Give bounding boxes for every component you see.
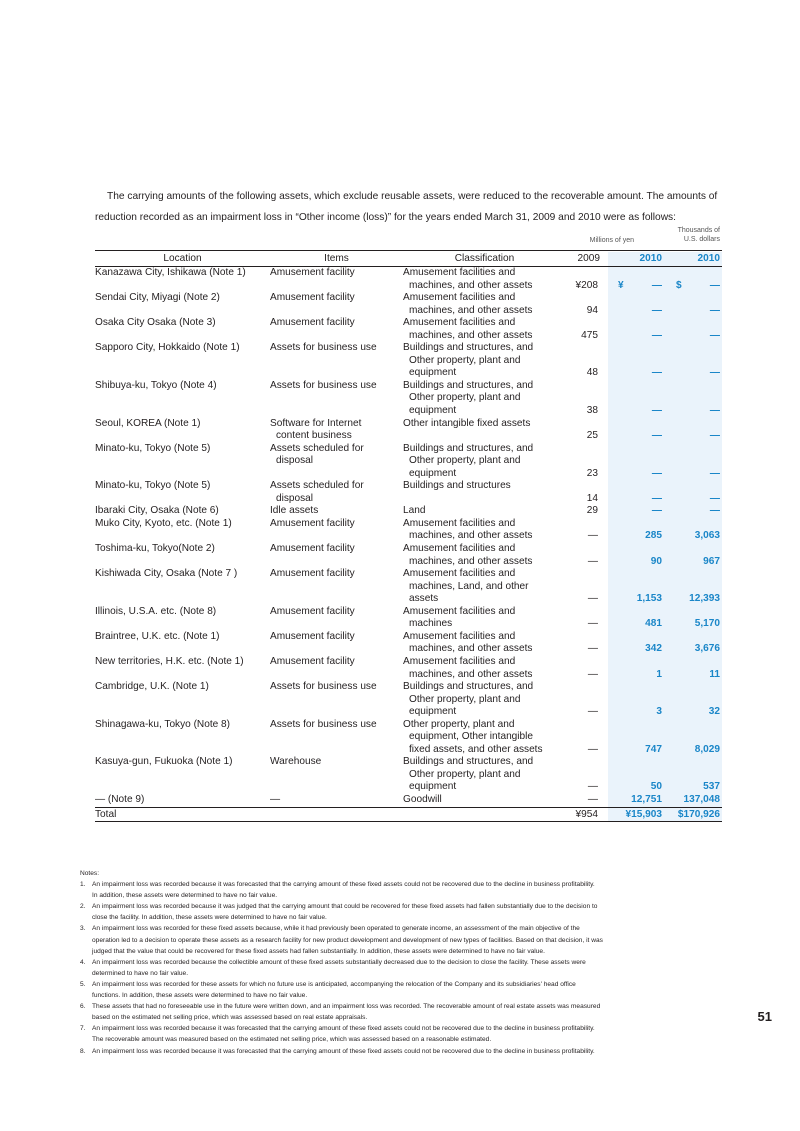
cell-location: Kanazawa City, Ishikawa (Note 1): [95, 267, 246, 278]
cell-2009: 48: [586, 367, 598, 379]
classification-line: Buildings and structures: [403, 480, 511, 492]
value-2010-yen: 1,153: [636, 593, 662, 605]
cell-items: [270, 656, 403, 681]
table-row: [95, 681, 722, 719]
cell-2010-yen: [608, 719, 664, 757]
table-row: [95, 518, 722, 543]
cell-2010-yen: [608, 756, 664, 794]
cell-location: New territories, H.K. etc. (Note 1): [95, 655, 244, 667]
table-row: [95, 418, 722, 443]
table-top-rule: [95, 250, 722, 251]
cell-2009: —: [587, 643, 598, 655]
cell-2009: ¥208: [575, 279, 598, 291]
note-line: In addition, these assets were determined to have no fair value.: [92, 892, 278, 900]
classification-line: Other property, plant and: [403, 718, 515, 730]
cell-classification: [403, 719, 566, 757]
items-line: disposal: [276, 492, 314, 504]
classification-line: Amusement facilities and: [403, 655, 516, 667]
cell-2010-usd: [664, 443, 722, 481]
cell-classification: [403, 418, 566, 443]
cell-2010-yen: [608, 267, 664, 293]
items-line: Amusement facility: [270, 267, 355, 278]
value-2010-yen: —: [651, 492, 662, 504]
table-row: [95, 606, 722, 631]
total-2009: ¥954: [566, 807, 608, 821]
cell-2010-usd: [664, 418, 722, 443]
note-number: 6.: [80, 1003, 86, 1011]
cell-items: [270, 719, 403, 757]
unit-thousands-usd: [655, 226, 720, 244]
cell-items: [270, 756, 403, 794]
total-2010-usd: $170,926: [664, 807, 722, 821]
items-line: Amusement facility: [270, 292, 355, 304]
cell-2009: 94: [586, 304, 598, 316]
cell-location: Cambridge, U.K. (Note 1): [95, 681, 209, 693]
cell-2009: —: [587, 530, 598, 542]
classification-line: Amusement facilities and: [403, 267, 516, 278]
note-item: [80, 879, 730, 901]
cell-2010-yen: [608, 656, 664, 681]
value-2010-yen: 50: [650, 781, 662, 793]
cell-2010-usd: [664, 380, 722, 418]
value-2010-yen: 285: [645, 530, 662, 542]
cell-items: [270, 443, 403, 481]
cell-items: [270, 543, 403, 568]
cell-2010-yen: [608, 518, 664, 543]
value-2010-yen: —: [651, 467, 662, 479]
value-2010-yen: 3: [656, 706, 662, 718]
table-row: [95, 756, 722, 794]
table-row: [95, 656, 722, 681]
classification-line: Amusement facilities and: [403, 517, 516, 529]
cell-location: Shibuya-ku, Tokyo (Note 4): [95, 379, 217, 391]
unit-usd-line1: Thousands of: [677, 227, 720, 234]
note-item: [80, 923, 730, 956]
cell-2010-yen: [608, 543, 664, 568]
value-2010-yen: —: [651, 505, 662, 517]
classification-line: Amusement facilities and: [403, 630, 516, 642]
cell-2010-yen: [608, 631, 664, 656]
cell-2009: —: [587, 793, 598, 805]
note-line: determined to have no fair value.: [92, 969, 189, 977]
classification-line: machines, and other assets: [409, 643, 533, 655]
classification-line: machines, and other assets: [409, 530, 533, 542]
note-line: An impairment loss was recorded for these assets for which no future use is anticipated, accompanying the relocation of the Company and its subsidiaries' head office: [92, 980, 576, 988]
notes-list: [80, 879, 730, 1057]
note-item: [80, 1046, 730, 1057]
value-2010-usd: 3,063: [694, 530, 720, 542]
cell-2009: 14: [586, 492, 598, 504]
table-row: [95, 292, 722, 317]
header-classification: Classification: [403, 252, 566, 267]
value-2010-usd: —: [709, 329, 720, 341]
table-row: [95, 568, 722, 606]
cell-location: Illinois, U.S.A. etc. (Note 8): [95, 605, 217, 617]
cell-2009: —: [587, 618, 598, 630]
table-row: [95, 719, 722, 757]
classification-line: machines, and other assets: [409, 555, 533, 567]
cell-2009: 23: [586, 467, 598, 479]
cell-location: Ibaraki City, Osaka (Note 6): [95, 505, 219, 517]
classification-line: Other property, plant and: [409, 392, 521, 404]
value-2010-yen: —: [651, 367, 662, 379]
total-row: [95, 807, 722, 821]
note-line: judged that the value that could be recovered for these fixed assets had fallen substantially. In addition, these assets were determined to have no fair value.: [92, 947, 545, 955]
cell-2010-usd: [664, 631, 722, 656]
items-line: content business: [276, 430, 352, 442]
value-2010-usd: —: [709, 367, 720, 379]
cell-location: Osaka City Osaka (Note 3): [95, 317, 216, 329]
cell-2010-usd: [664, 719, 722, 757]
classification-line: Buildings and structures, and: [403, 756, 534, 768]
cell-2010-usd: [664, 480, 722, 505]
cell-2010-yen: [608, 342, 664, 380]
total-label: Total: [95, 807, 566, 821]
cell-items: [270, 505, 403, 518]
cell-items: [270, 480, 403, 505]
cell-2010-usd: [664, 568, 722, 606]
classification-line: Other property, plant and: [409, 768, 521, 780]
classification-line: equipment: [409, 467, 457, 479]
cell-classification: [403, 794, 566, 807]
note-item: [80, 901, 730, 923]
cell-classification: [403, 681, 566, 719]
cell-location: Muko City, Kyoto, etc. (Note 1): [95, 517, 232, 529]
value-2010-usd: 967: [703, 555, 720, 567]
table-body: [95, 267, 722, 808]
cell-items: [270, 380, 403, 418]
cell-2010-yen: [608, 505, 664, 518]
note-line: An impairment loss was recorded because it was forecasted that the carrying amount of these fixed assets could not be recovered due to the decline in business profitability.: [92, 1025, 595, 1033]
cell-2010-usd: [664, 518, 722, 543]
classification-line: Amusement facilities and: [403, 605, 516, 617]
classification-line: machines, and other assets: [409, 668, 533, 680]
note-item: [80, 1023, 730, 1045]
note-number: 4.: [80, 958, 86, 966]
note-number: 5.: [80, 980, 86, 988]
cell-items: [270, 317, 403, 342]
cell-items: [270, 606, 403, 631]
cell-classification: [403, 480, 566, 505]
value-2010-usd: 11: [709, 668, 720, 680]
items-line: Assets scheduled for: [270, 442, 364, 454]
cell-classification: [403, 380, 566, 418]
value-2010-usd: 3,676: [694, 643, 720, 655]
classification-line: Buildings and structures, and: [403, 342, 534, 354]
items-line: Assets for business use: [270, 379, 377, 391]
cell-items: [270, 342, 403, 380]
classification-line: machines, and other assets: [409, 329, 533, 341]
value-2010-yen: 1: [656, 668, 662, 680]
cell-classification: [403, 606, 566, 631]
items-line: Amusement facility: [270, 543, 355, 555]
value-2010-yen: 12,751: [631, 793, 662, 805]
classification-line: Other property, plant and: [409, 354, 521, 366]
cell-2010-yen: [608, 380, 664, 418]
note-item: [80, 1001, 730, 1023]
classification-line: machines, Land, and other: [409, 580, 529, 592]
table-row: [95, 505, 722, 518]
classification-line: equipment: [409, 367, 457, 379]
header-2009: 2009: [566, 252, 608, 267]
value-2010-yen: —: [651, 405, 662, 417]
classification-line: assets: [409, 593, 439, 605]
note-number: 1.: [80, 881, 86, 889]
notes-header: Notes:: [80, 870, 100, 877]
cell-2009: —: [587, 781, 598, 793]
cell-classification: [403, 656, 566, 681]
classification-line: Other property, plant and: [409, 455, 521, 467]
note-line: These assets that had no foreseeable use in the future were written down, and an impairment loss was recorded. The recoverable amount of real estate assets was measured: [92, 1003, 601, 1011]
cell-classification: [403, 292, 566, 317]
cell-2009: 38: [586, 405, 598, 417]
note-line: close the facility. In addition, these assets were determined to have no fair value.: [92, 914, 327, 922]
table-row: [95, 380, 722, 418]
cell-2010-yen: [608, 317, 664, 342]
table-row: [95, 543, 722, 568]
items-line: Amusement facility: [270, 655, 355, 667]
value-2010-yen: 747: [645, 743, 662, 755]
cell-2009: —: [587, 668, 598, 680]
cell-2009: 25: [586, 430, 598, 442]
note-line: The recoverable amount was measured based on the estimated net selling price, which was assessed based on a reasonable estimated.: [92, 1036, 492, 1044]
value-2010-usd: —: [709, 467, 720, 479]
classification-line: equipment: [409, 706, 457, 718]
note-line: An impairment loss was recorded because it was judged that the carrying amount that could be recovered for these fixed assets had fallen substantially due to the decision to: [92, 903, 598, 911]
cell-items: [270, 518, 403, 543]
cell-classification: [403, 505, 566, 518]
cell-classification: [403, 267, 566, 293]
classification-line: fixed assets, and other assets: [409, 743, 543, 755]
items-line: Amusement facility: [270, 517, 355, 529]
classification-line: Amusement facilities and: [403, 292, 516, 304]
note-item: [80, 979, 730, 1001]
classification-line: Buildings and structures, and: [403, 379, 534, 391]
cell-2009: —: [587, 555, 598, 567]
items-line: Idle assets: [270, 505, 319, 517]
classification-line: Land: [403, 505, 426, 517]
header-items: Items: [270, 252, 403, 267]
value-2010-yen: —: [651, 329, 662, 341]
page-number: 51: [757, 1009, 772, 1024]
items-line: Warehouse: [270, 756, 322, 768]
cell-classification: [403, 756, 566, 794]
cell-location: Toshima-ku, Tokyo(Note 2): [95, 543, 215, 555]
cell-location: Shinagawa-ku, Tokyo (Note 8): [95, 718, 231, 730]
notes-section: [80, 868, 730, 1057]
cell-2010-usd: [664, 505, 722, 518]
cell-2010-yen: [608, 606, 664, 631]
classification-line: machines, and other assets: [409, 304, 533, 316]
note-number: 2.: [80, 903, 86, 911]
note-item: [80, 957, 730, 979]
value-2010-usd: 137,048: [683, 793, 720, 805]
cell-location: Sendai City, Miyagi (Note 2): [95, 292, 220, 304]
cell-items: [270, 292, 403, 317]
items-line: Assets for business use: [270, 342, 377, 354]
value-2010-yen: —: [651, 430, 662, 442]
table-row: [95, 342, 722, 380]
cell-2010-yen: [608, 418, 664, 443]
value-2010-usd: —: [709, 505, 720, 517]
impairment-table: [95, 252, 722, 822]
cell-2010-yen: [608, 794, 664, 807]
classification-line: machines: [409, 618, 453, 630]
table-row: [95, 631, 722, 656]
cell-2009: 29: [586, 505, 598, 517]
value-2010-yen: 342: [645, 643, 662, 655]
cell-items: [270, 794, 403, 807]
classification-line: Other property, plant and: [409, 693, 521, 705]
cell-2010-usd: [664, 794, 722, 807]
items-line: Amusement facility: [270, 605, 355, 617]
items-line: Assets for business use: [270, 681, 377, 693]
cell-items: [270, 418, 403, 443]
classification-line: machines, and other assets: [409, 279, 533, 291]
cell-classification: [403, 543, 566, 568]
table-row: [95, 317, 722, 342]
value-2010-usd: 8,029: [694, 743, 720, 755]
table-header-row: [95, 252, 722, 267]
cell-location: Kishiwada City, Osaka (Note 7 ): [95, 568, 238, 580]
currency-symbol: ¥: [618, 279, 624, 291]
classification-line: equipment, Other intangible: [409, 731, 534, 743]
cell-2009: 475: [581, 329, 598, 341]
cell-2010-usd: [664, 606, 722, 631]
classification-line: Amusement facilities and: [403, 543, 516, 555]
value-2010-usd: 5,170: [694, 618, 720, 630]
classification-line: Amusement facilities and: [403, 568, 516, 580]
cell-2010-yen: [608, 568, 664, 606]
cell-location: Minato-ku, Tokyo (Note 5): [95, 442, 211, 454]
classification-line: Goodwill: [403, 793, 442, 805]
total-2010-yen: ¥15,903: [608, 807, 664, 821]
cell-2010-usd: [664, 317, 722, 342]
unit-millions-of-yen: Millions of yen: [589, 237, 634, 244]
header-2010-yen: 2010: [608, 252, 664, 267]
classification-line: equipment: [409, 781, 457, 793]
value-2010-usd: 537: [703, 781, 720, 793]
note-line: An impairment loss was recorded because it was forecasted that the carrying amount of these fixed assets could not be recovered due to the decline in business profitability.: [92, 881, 595, 889]
value-2010-usd: —: [709, 279, 720, 291]
classification-line: Amusement facilities and: [403, 317, 516, 329]
value-2010-yen: 481: [645, 618, 662, 630]
cell-location: Kasuya-gun, Fukuoka (Note 1): [95, 756, 233, 768]
cell-items: [270, 568, 403, 606]
cell-classification: [403, 443, 566, 481]
currency-symbol: $: [676, 279, 682, 291]
note-line: operation led to a decision to operate these assets as a research facility for new product development and development of new types of facilities. Based on that decision, it was: [92, 936, 603, 944]
header-location: Location: [95, 252, 270, 267]
cell-2010-yen: [608, 443, 664, 481]
cell-2010-yen: [608, 292, 664, 317]
value-2010-usd: —: [709, 430, 720, 442]
note-line: based on the estimated net selling price, which was assessed based on real estate appraisals.: [92, 1014, 368, 1022]
cell-classification: [403, 568, 566, 606]
value-2010-usd: 32: [708, 706, 720, 718]
cell-2009: —: [587, 706, 598, 718]
table-row: [95, 267, 722, 293]
classification-line: equipment: [409, 405, 457, 417]
cell-location: Braintree, U.K. etc. (Note 1): [95, 630, 220, 642]
cell-2009: —: [587, 743, 598, 755]
cell-classification: [403, 518, 566, 543]
value-2010-usd: —: [709, 304, 720, 316]
items-line: Amusement facility: [270, 630, 355, 642]
classification-line: Buildings and structures, and: [403, 442, 534, 454]
note-number: 7.: [80, 1025, 86, 1033]
table-row: [95, 794, 722, 807]
note-number: 8.: [80, 1047, 86, 1055]
cell-2010-usd: [664, 342, 722, 380]
classification-line: Buildings and structures, and: [403, 681, 534, 693]
cell-2010-usd: [664, 543, 722, 568]
note-line: functions. In addition, these assets were determined to have no fair value.: [92, 992, 308, 1000]
items-line: disposal: [276, 455, 314, 467]
classification-line: Other intangible fixed assets: [403, 417, 531, 429]
cell-2010-usd: [664, 267, 722, 293]
items-line: Amusement facility: [270, 568, 355, 580]
cell-items: [270, 681, 403, 719]
items-line: Amusement facility: [270, 317, 355, 329]
value-2010-usd: —: [709, 492, 720, 504]
note-line: An impairment loss was recorded because the collectible amount of these fixed assets substantially decreased due to the decision to close the facility. These assets were: [92, 958, 586, 966]
cell-classification: [403, 631, 566, 656]
cell-2010-usd: [664, 681, 722, 719]
note-line: An impairment loss was recorded because it was forecasted that the carrying amount of these fixed assets could not be recovered due to the decline in business profitability.: [92, 1047, 595, 1055]
note-line: An impairment loss was recorded for these fixed assets because, while it had previously been operated to generate income, an assessment of the main objective of the: [92, 925, 580, 933]
items-line: Assets for business use: [270, 718, 377, 730]
note-number: 3.: [80, 925, 86, 933]
header-2010-usd: 2010: [664, 252, 722, 267]
value-2010-yen: —: [651, 279, 662, 291]
cell-2010-usd: [664, 756, 722, 794]
intro-paragraph: The carrying amounts of the following assets, which exclude reusable assets, were reduced to the recoverable amount. The amounts of reduction recorded as an impairment loss in “Other income (loss)” for the years ended March 31, 2009 and 2010 were as follows:: [95, 191, 718, 223]
cell-2010-yen: [608, 681, 664, 719]
value-2010-yen: —: [651, 304, 662, 316]
cell-2010-usd: [664, 656, 722, 681]
unit-usd-line2: U.S. dollars: [683, 236, 720, 243]
cell-location: — (Note 9): [95, 793, 145, 805]
cell-classification: [403, 342, 566, 380]
cell-items: [270, 631, 403, 656]
items-line: Software for Internet: [270, 417, 362, 429]
cell-items: [270, 267, 403, 293]
items-line: —: [270, 793, 281, 805]
cell-2010-usd: [664, 292, 722, 317]
value-2010-yen: 90: [650, 555, 662, 567]
cell-location: Sapporo City, Hokkaido (Note 1): [95, 342, 240, 354]
table-row: [95, 480, 722, 505]
cell-2009: —: [587, 593, 598, 605]
table-row: [95, 443, 722, 481]
value-2010-usd: —: [709, 405, 720, 417]
cell-location: Seoul, KOREA (Note 1): [95, 417, 201, 429]
cell-2010-yen: [608, 480, 664, 505]
items-line: Assets scheduled for: [270, 480, 364, 492]
value-2010-usd: 12,393: [689, 593, 720, 605]
cell-classification: [403, 317, 566, 342]
cell-location: Minato-ku, Tokyo (Note 5): [95, 480, 211, 492]
